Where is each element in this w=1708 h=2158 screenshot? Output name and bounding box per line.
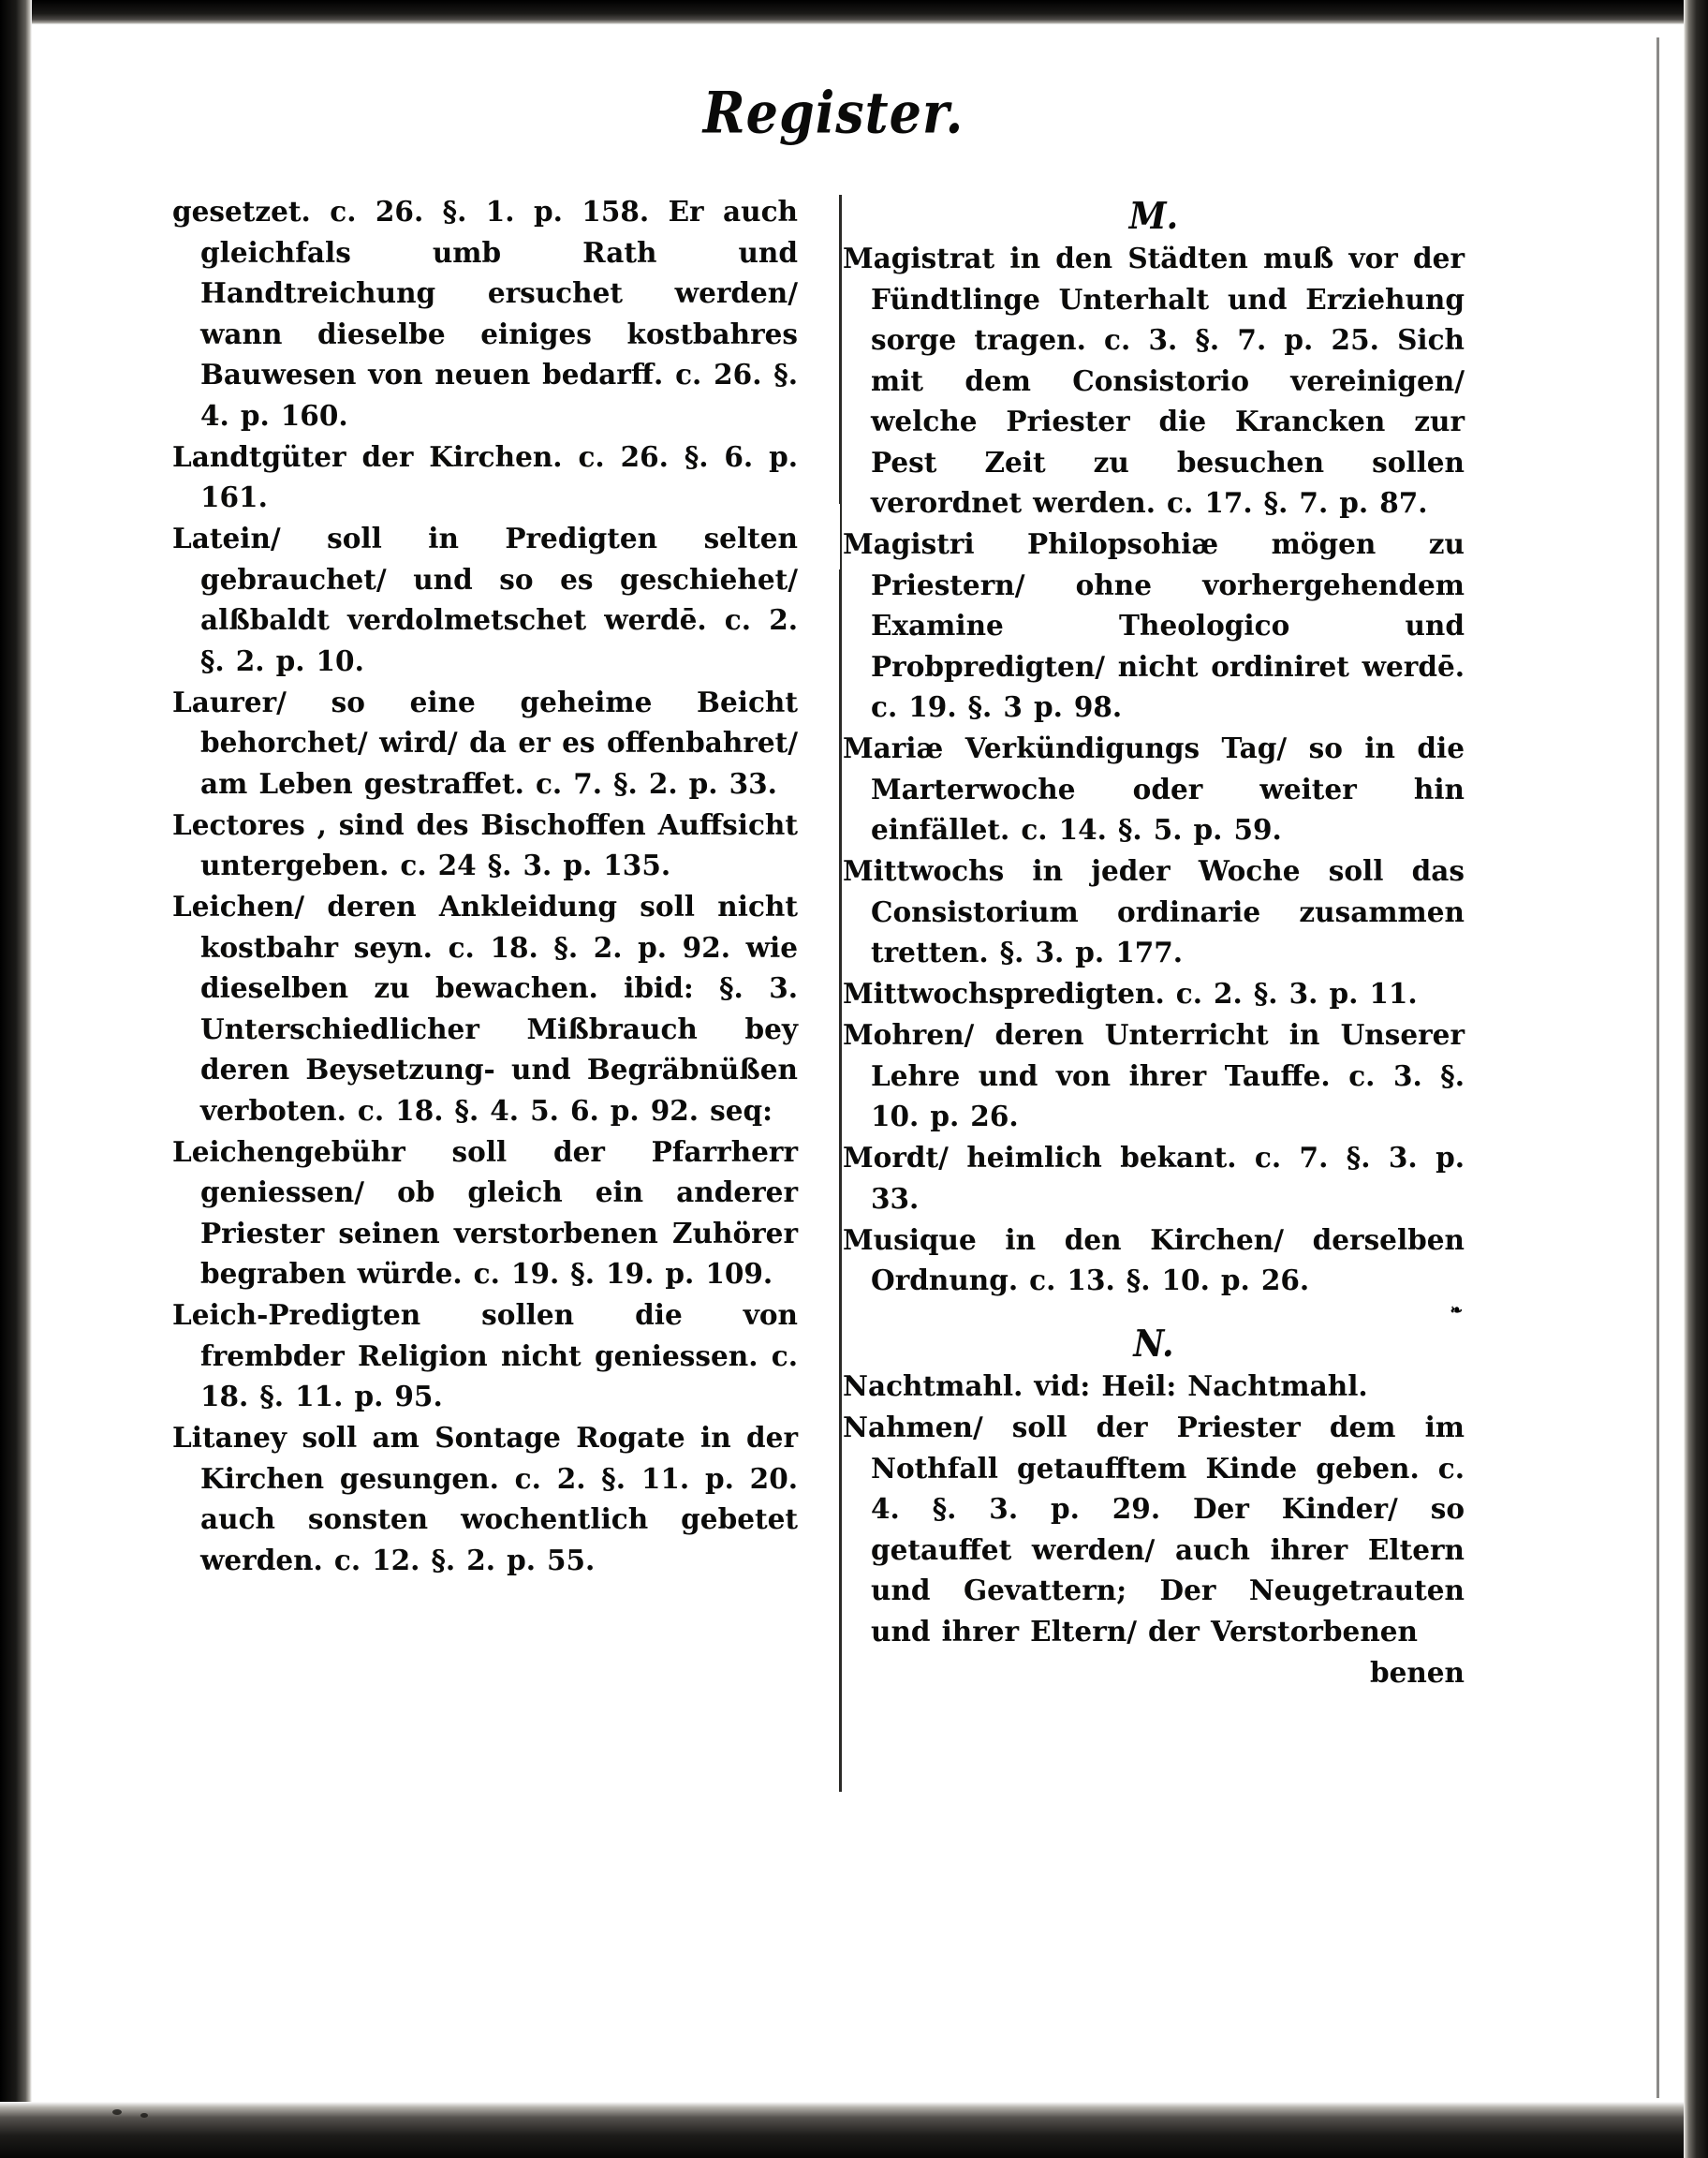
typographic-flourish: ❧ (1450, 1301, 1465, 1319)
index-entry: Mittwochspredigten. c. 2. §. 3. p. 11. (843, 977, 1418, 1010)
index-entry: Litaney soll am Sontage Rogate in der Kirchen gesungen. c. 2. §. 11. p. 20. auch sonsten wochentlich gebetet werden. c. 12. §. 2. p. 55. (172, 1421, 798, 1576)
index-entry: Musique in den Kirchen/ derselben Ordnung. c. 13. §. 10. p. 26. (843, 1222, 1465, 1296)
index-entry: Magistrat in den Städten muß vor der Fündtlinge Unterhalt und Erziehung sorge tragen. c. 3. §. 7. p. 25. Sich mit dem Consistorio vereinigen/ welche Priester die Krancken zur Pest Zeit zu besuchen sollen verordnet werden. c. 17. §. 7. p. 87. (843, 242, 1465, 519)
index-entry: Latein/ soll in Predigten selten gebrauchet/ und so es geschiehet/ alßbaldt verdolmetschet werdē. c. 2. §. 2. p. 10. (172, 522, 798, 677)
index-entry: Mohren/ deren Unterricht in Unserer Lehre und von ihrer Tauffe. c. 3. §. 10. p. 26. (843, 1018, 1465, 1132)
scan-edge-left (0, 0, 32, 2158)
index-entry: gesetzet. c. 26. §. 1. p. 158. Er auch gleichfals umb Rath und Handtreichung ersuchet werden/ wann dieselbe einiges kostbahres Bauwesen von neuen bedarff. c. 26. §. 4. p. 160. (172, 195, 798, 432)
index-entry: Lectores , sind des Bischoffen Auffsicht untergeben. c. 24 §. 3. p. 135. (172, 807, 798, 881)
index-entry: Landtgüter der Kirchen. c. 26. §. 6. p. 161. (172, 439, 798, 513)
index-entry: Mittwochs in jeder Woche soll das Consistorium ordinarie zusammen tretten. §. 3. p. 177. (843, 854, 1465, 968)
scan-speck (140, 2113, 148, 2118)
index-entry: Laurer/ so eine geheime Beicht behorchet/ wird/ da er es offenbahret/ am Leben gestraffet. c. 7. §. 2. p. 33. (172, 685, 798, 800)
index-entry: Leich-Predigten sollen die von frembder Religion nicht geniessen. c. 18. §. 11. p. 95. (172, 1298, 798, 1412)
index-entry: Leichengebühr soll der Pfarrherr geniessen/ ob gleich ein anderer Priester seinen verstorbenen Zuhörer begraben würde. c. 19. §. 19. p. 109. (172, 1134, 798, 1290)
scan-edge-bottom (0, 2102, 1708, 2158)
index-entry: Nahmen/ soll der Priester dem im Nothfall getaufftem Kinde geben. c. 4. §. 3. p. 29. Der Kinder/ so getauffet werden/ auch ihrer Eltern und Gevattern; Der Neugetrauten und ihrer Eltern/ der Verstorbenen (843, 1411, 1465, 1648)
index-columns (172, 191, 1511, 1693)
scan-edge-right-gutter (1684, 0, 1708, 2158)
index-column-left (172, 191, 818, 1693)
index-entry: Leichen/ deren Ankleidung soll nicht kostbahr seyn. c. 18. §. 2. p. 92. wie dieselben zu bewachen. ibid: §. 3. Unterschiedlicher Mißbrauch bey deren Beysetzung- und Begräbnüßen verboten. c. 18. §. 4. 5. 6. p. 92. seq: (172, 890, 798, 1127)
index-column-right (818, 191, 1465, 1693)
scan-edge-right-rule-secondary (1656, 37, 1659, 2098)
printed-leaf (32, 24, 1635, 2102)
scan-edge-top (0, 0, 1708, 24)
scan-speck (112, 2109, 122, 2115)
page-running-head: Register. (702, 79, 964, 146)
index-entry: Magistri Philopsohiæ mögen zu Priestern/ ohne vorhergehendem Examine Theologico und Probpredigten/ nicht ordiniret werdē. c. 19. §. 3 p. 98. (843, 527, 1465, 723)
section-letter-m: M. (1128, 194, 1179, 239)
index-entry: Mariæ Verkündigungs Tag/ so in die Marterwoche oder weiter hin einfället. c. 14. §. 5. p. 59. (843, 732, 1465, 846)
index-entry: Nachtmahl. vid: Heil: Nachtmahl. (843, 1369, 1368, 1402)
page-catchword: benen (1369, 1655, 1465, 1689)
index-entry: Mordt/ heimlich bekant. c. 7. §. 3. p. 33. (843, 1141, 1465, 1215)
section-letter-n: N. (1133, 1322, 1174, 1367)
